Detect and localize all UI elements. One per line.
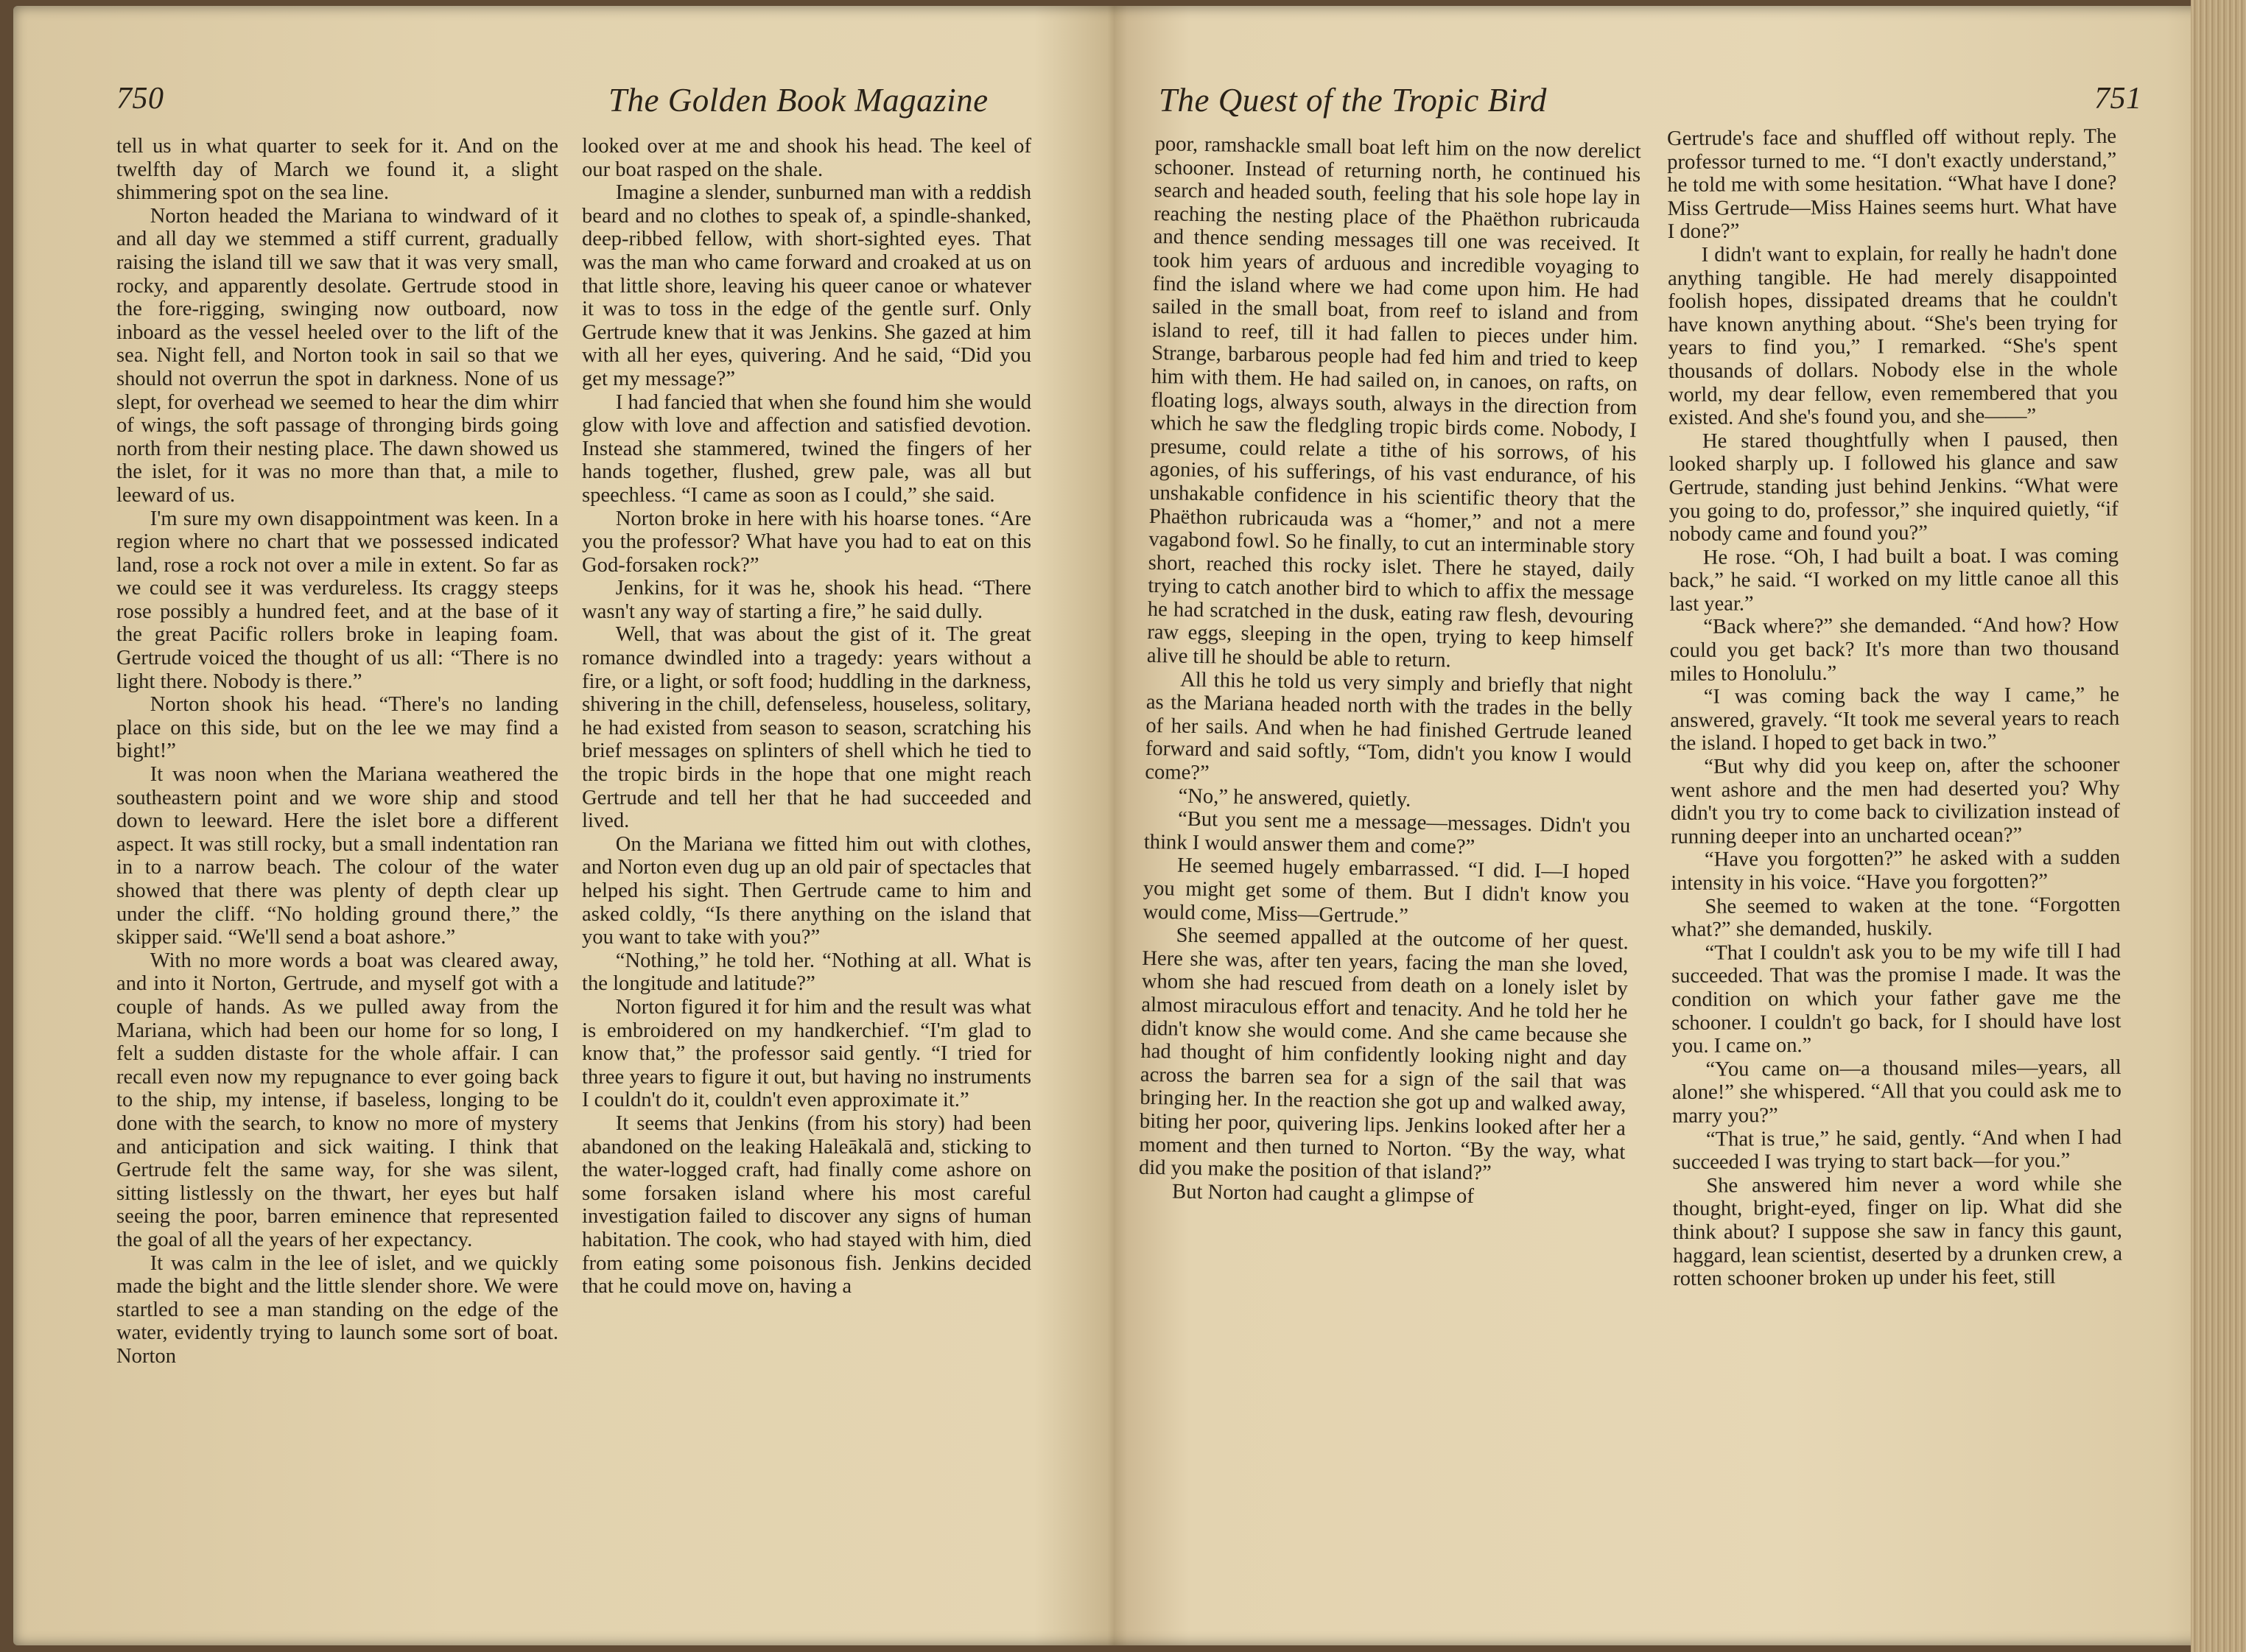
- paragraph: He stared thoughtfully when I paused, then looked sharply up. I followed his glance and saw Gertrude, standing just behind Jenkins. “What were you going to do, professor,” she inquired quietly, “if nobody came and found you?”: [1668, 427, 2119, 546]
- paragraph: “But why did you keep on, after the schooner went ashore and the men had deserted you? Why didn't you try to come back to civilization instead of running deeper into an uncharted ocean?”: [1670, 753, 2120, 848]
- paragraph: Imagine a slender, sunburned man with a reddish beard and no clothes to speak of, a spindle-shanked, deep-ribbed fellow, with short-sighted eyes. That was the man who came forward and croaked at us on that little shore, leaving his queer canoe or whatever it was to toss in the edge of the gentle surf. Only Gertrude knew that it was Jenkins. She gazed at him with all her eyes, quivering. And he said, “Did you get my message?”: [582, 181, 1031, 390]
- paragraph: Well, that was about the gist of it. The great romance dwindled into a tragedy: years without a fire, or a light, or soft food; huddling in the darkness, shivering in the chill, defenseless, houseless, solitary, he had existed from season to season, scratching his brief messages on splinters of shell which he tied to the tropic birds in the hope that one might reach Gertrude and tell her that he had succeeded and lived.: [582, 623, 1031, 833]
- paragraph: It was noon when the Mariana weathered the southeastern point and we wore ship and stood down to leeward. Here the islet bore a different aspect. It was still rocky, but a small indentation ran in to a narrow beach. The colour of the water showed that there was plenty of depth clear up under the cliff. “No holding ground there,” the skipper said. “We'll send a boat ashore.”: [116, 763, 558, 949]
- paragraph: poor, ramshackle small boat left him on the now derelict schooner. Instead of returning north, he continued his search and headed south, feeling that his sole hope lay in reaching the nesting place of the Phaëthon rubricauda and thence sending messages till one was received. It took him years of arduous and incredible voyaging to find the island where we had come upon him. He had sailed in the small boat, from reef to island and from island to reef, till it had fallen to pieces under him. Strange, barbarous people had fed him and tried to keep him with them. He had sailed on, in canoes, on rafts, on floating logs, always south, always in the direction from which he saw the fledgling tropic birds come. Nobody, I presume, could relate a tithe of his sorrows, of his agonies, of his sufferings, of his vast endurance, of his unshakable confidence in his scientific theory that the Phaëthon rubricauda was a “homer,” and not a mere vagabond fowl. So he finally, to cut an interminable story short, reached this rocky islet. There he stayed, daily trying to catch another bird to which to affix the message he had scratched in the dusk, eating raw flesh, devouring raw eggs, sleeping in the open, trying to keep himself alive till he should be able to return.: [1146, 133, 1641, 672]
- right-page-number: 751: [2094, 82, 2142, 116]
- left-column-1: [116, 135, 558, 1368]
- paragraph: I had fancied that when she found him she would glow with love and affection and satisfied devotion. Instead she stammered, twined the fingers of her hands together, flushed, grew pale, was all but speechless. “I came as soon as I could,” she said.: [582, 390, 1031, 507]
- paragraph: “Nothing,” he told her. “Nothing at all. What is the longitude and latitude?”: [582, 949, 1031, 996]
- paragraph: “That I couldn't ask you to be my wife till I had succeeded. That was the promise I made. It was the condition on which your father gave me the schooner. I couldn't go back, for I should have lost you. I came on.”: [1671, 939, 2122, 1058]
- right-page: [1122, 6, 2175, 1645]
- paragraph: With no more words a boat was cleared away, and into it Norton, Gertrude, and myself got with a couple of hands. As we pulled away from the Mariana, which had been our home for so long, I felt a sudden distaste for the whole affair. I can recall even now my repugnance to ever going back to the ship, my intense, if baseless, longing to be done with the search, to know no more of mystery and anticipation and sick waiting. I think that Gertrude felt the same way, for she was silent, sitting listlessly on the thwart, her eyes but half seeing the poor, barren eminence that represented the goal of all the years of her expectancy.: [116, 949, 558, 1251]
- right-column-1: [1138, 133, 1641, 1211]
- paragraph: Norton shook his head. “There's no landing place on this side, but on the lee we may find a bight!”: [116, 693, 558, 763]
- paragraph: It was calm in the lee of islet, and we quickly made the bight and the little slender shore. We were startled to see a man standing on the edge of the water, evidently trying to launch some sort of boat. Norton: [116, 1251, 558, 1368]
- paragraph: She seemed appalled at the outcome of her quest. Here she was, after ten years, facing the man she loved, whom she had rescued from death on a lonely islet by almost miraculous effort and tenacity. And he told her he didn't know she would come. And she came because she had thought of him confidently looking night and day across the barren sea for a sign of the sail that was bringing her. In the reaction she got up and walked away, biting her poor, quivering lips. Jenkins looked after her a moment and then turned to Norton. “By the way, what did you make the position of that island?”: [1138, 924, 1629, 1185]
- paragraph: tell us in what quarter to seek for it. And on the twelfth day of March we found it, a slight shimmering spot on the sea line.: [116, 135, 558, 205]
- paragraph: “But you sent me a message—messages. Didn't you think I would answer them and come?”: [1143, 807, 1631, 859]
- paragraph: She seemed to waken at the tone. “Forgotten what?” she demanded, huskily.: [1671, 893, 2121, 942]
- paragraph: He seemed hugely embarrassed. “I did. I—I hoped you might get some of them. But I didn't know you would come, Miss—Gertrude.”: [1143, 854, 1630, 928]
- left-column-2: [582, 135, 1031, 1298]
- paragraph: On the Mariana we fitted him out with clothes, and Norton even dug up an old pair of spectacles that helped his sight. Then Gertrude came to him and asked coldly, “Is there anything on the island that you want to take with you?”: [582, 832, 1031, 949]
- right-column-2: [1667, 125, 2122, 1291]
- left-page: [13, 6, 1111, 1645]
- paragraph: “No,” he answered, quietly.: [1178, 784, 1411, 812]
- paragraph: I'm sure my own disappointment was keen. In a region where no chart that we possessed indicated land, rose a rock not over a mile in extent. So far as we could see it was verdureless. Its craggy steeps rose possibly a hundred feet, and at the base of it the great Pacific rollers broke in leaping foam. Gertrude voiced the thought of us all: “There is no light there. Nobody is there.”: [116, 507, 558, 693]
- paragraph: Gertrude's face and shuffled off without reply. The professor turned to me. “I don't exactly understand,” he told me with some hesitation. “What have I done? Miss Gertrude—Miss Haines seems hurt. What have I done?”: [1667, 124, 2117, 244]
- paragraph: “Have you forgotten?” he asked with a sudden intensity in his voice. “Have you forgotten?”: [1671, 846, 2121, 895]
- paragraph: “Back where?” she demanded. “And how? How could you get back? It's more than two thousand miles to Honolulu.”: [1669, 614, 2119, 686]
- right-running-head: The Quest of the Tropic Bird: [1159, 82, 1547, 119]
- paragraph: He rose. “Oh, I had built a boat. I was coming back,” he said. “I worked on my little canoe all this last year.”: [1669, 544, 2119, 616]
- paragraph: “You came on—a thousand miles—years, all alone!” she whispered. “All that you could ask me to marry you?”: [1671, 1055, 2122, 1128]
- paragraph: “That is true,” he said, gently. “And when I had succeeded I was trying to start back—for you.”: [1672, 1125, 2122, 1175]
- paragraph: Jenkins, for it was he, shook his head. “There wasn't any way of starting a fire,” he said dully.: [582, 577, 1031, 623]
- paragraph: Norton figured it for him and the result was what is embroidered on my handkerchief. “I'm glad to know that,” the professor said gently. “I tried for three years to figure it out, but having no instruments I couldn't do it, couldn't even approximate it.”: [582, 995, 1031, 1112]
- paragraph: But Norton had caught a glimpse of: [1171, 1180, 1475, 1208]
- page-edges: [2191, 0, 2246, 1652]
- paragraph: I didn't want to explain, for really he hadn't done anything tangible. He had merely disappointed foolish hopes, dissipated dreams that he couldn't have known anything about. “She's been trying for years to find you,” I remarked. “She's spent thousands of dollars. Nobody else in the whole world, my dear fellow, even remembered that you existed. And she's found you, and she——”: [1667, 241, 2118, 430]
- paragraph: All this he told us very simply and briefly that night as the Mariana headed north with the trades in the belly of her sails. And when he had finished Gertrude leaned forward and said softly, “Tom, didn't you know I would come?”: [1145, 668, 1633, 785]
- paragraph: It seems that Jenkins (from his story) had been abandoned on the leaking Haleākalā and, sticking to the water-logged craft, had finally come ashore on some forsaken island where his most careful investigation failed to discover any signs of human habitation. The cook, who had stayed with him, died from eating some poisonous fish. Jenkins decided that he could move on, having a: [582, 1111, 1031, 1298]
- paragraph: looked over at me and shook his head. The keel of our boat rasped on the shale.: [582, 135, 1031, 181]
- paragraph: Norton broke in here with his hoarse tones. “Are you the professor? What have you had to eat on this God-forsaken rock?”: [582, 507, 1031, 577]
- paragraph: She answered him never a word while she thought, bright-eyed, finger on lip. What did she think about? I suppose she saw in fancy this gaunt, haggard, lean scientist, deserted by a drunken crew, a rotten schooner broken up under his feet, still: [1672, 1172, 2123, 1291]
- left-running-head: The Golden Book Magazine: [608, 82, 989, 119]
- paragraph: “I was coming back the way I came,” he answered, gravely. “It took me several years to reach the island. I hoped to get back in two.”: [1670, 683, 2120, 756]
- book-spread: [13, 6, 2233, 1645]
- paragraph: Norton headed the Mariana to windward of it and all day we stemmed a stiff current, gradually raising the island till we saw that it was very small, rocky, and apparently desolate. Gertrude stood in the fore-rigging, swinging now outboard, now inboard as the vessel heeled over to the lift of the sea. Night fell, and Norton took in sail so that we should not overrun the spot in darkness. None of us slept, for overhead we seemed to hear the dim whirr of wings, the soft passage of thronging birds going north from their nesting place. The dawn showed us the islet, for it was no more than that, a mile to leeward of us.: [116, 204, 558, 507]
- left-page-number: 750: [116, 82, 164, 116]
